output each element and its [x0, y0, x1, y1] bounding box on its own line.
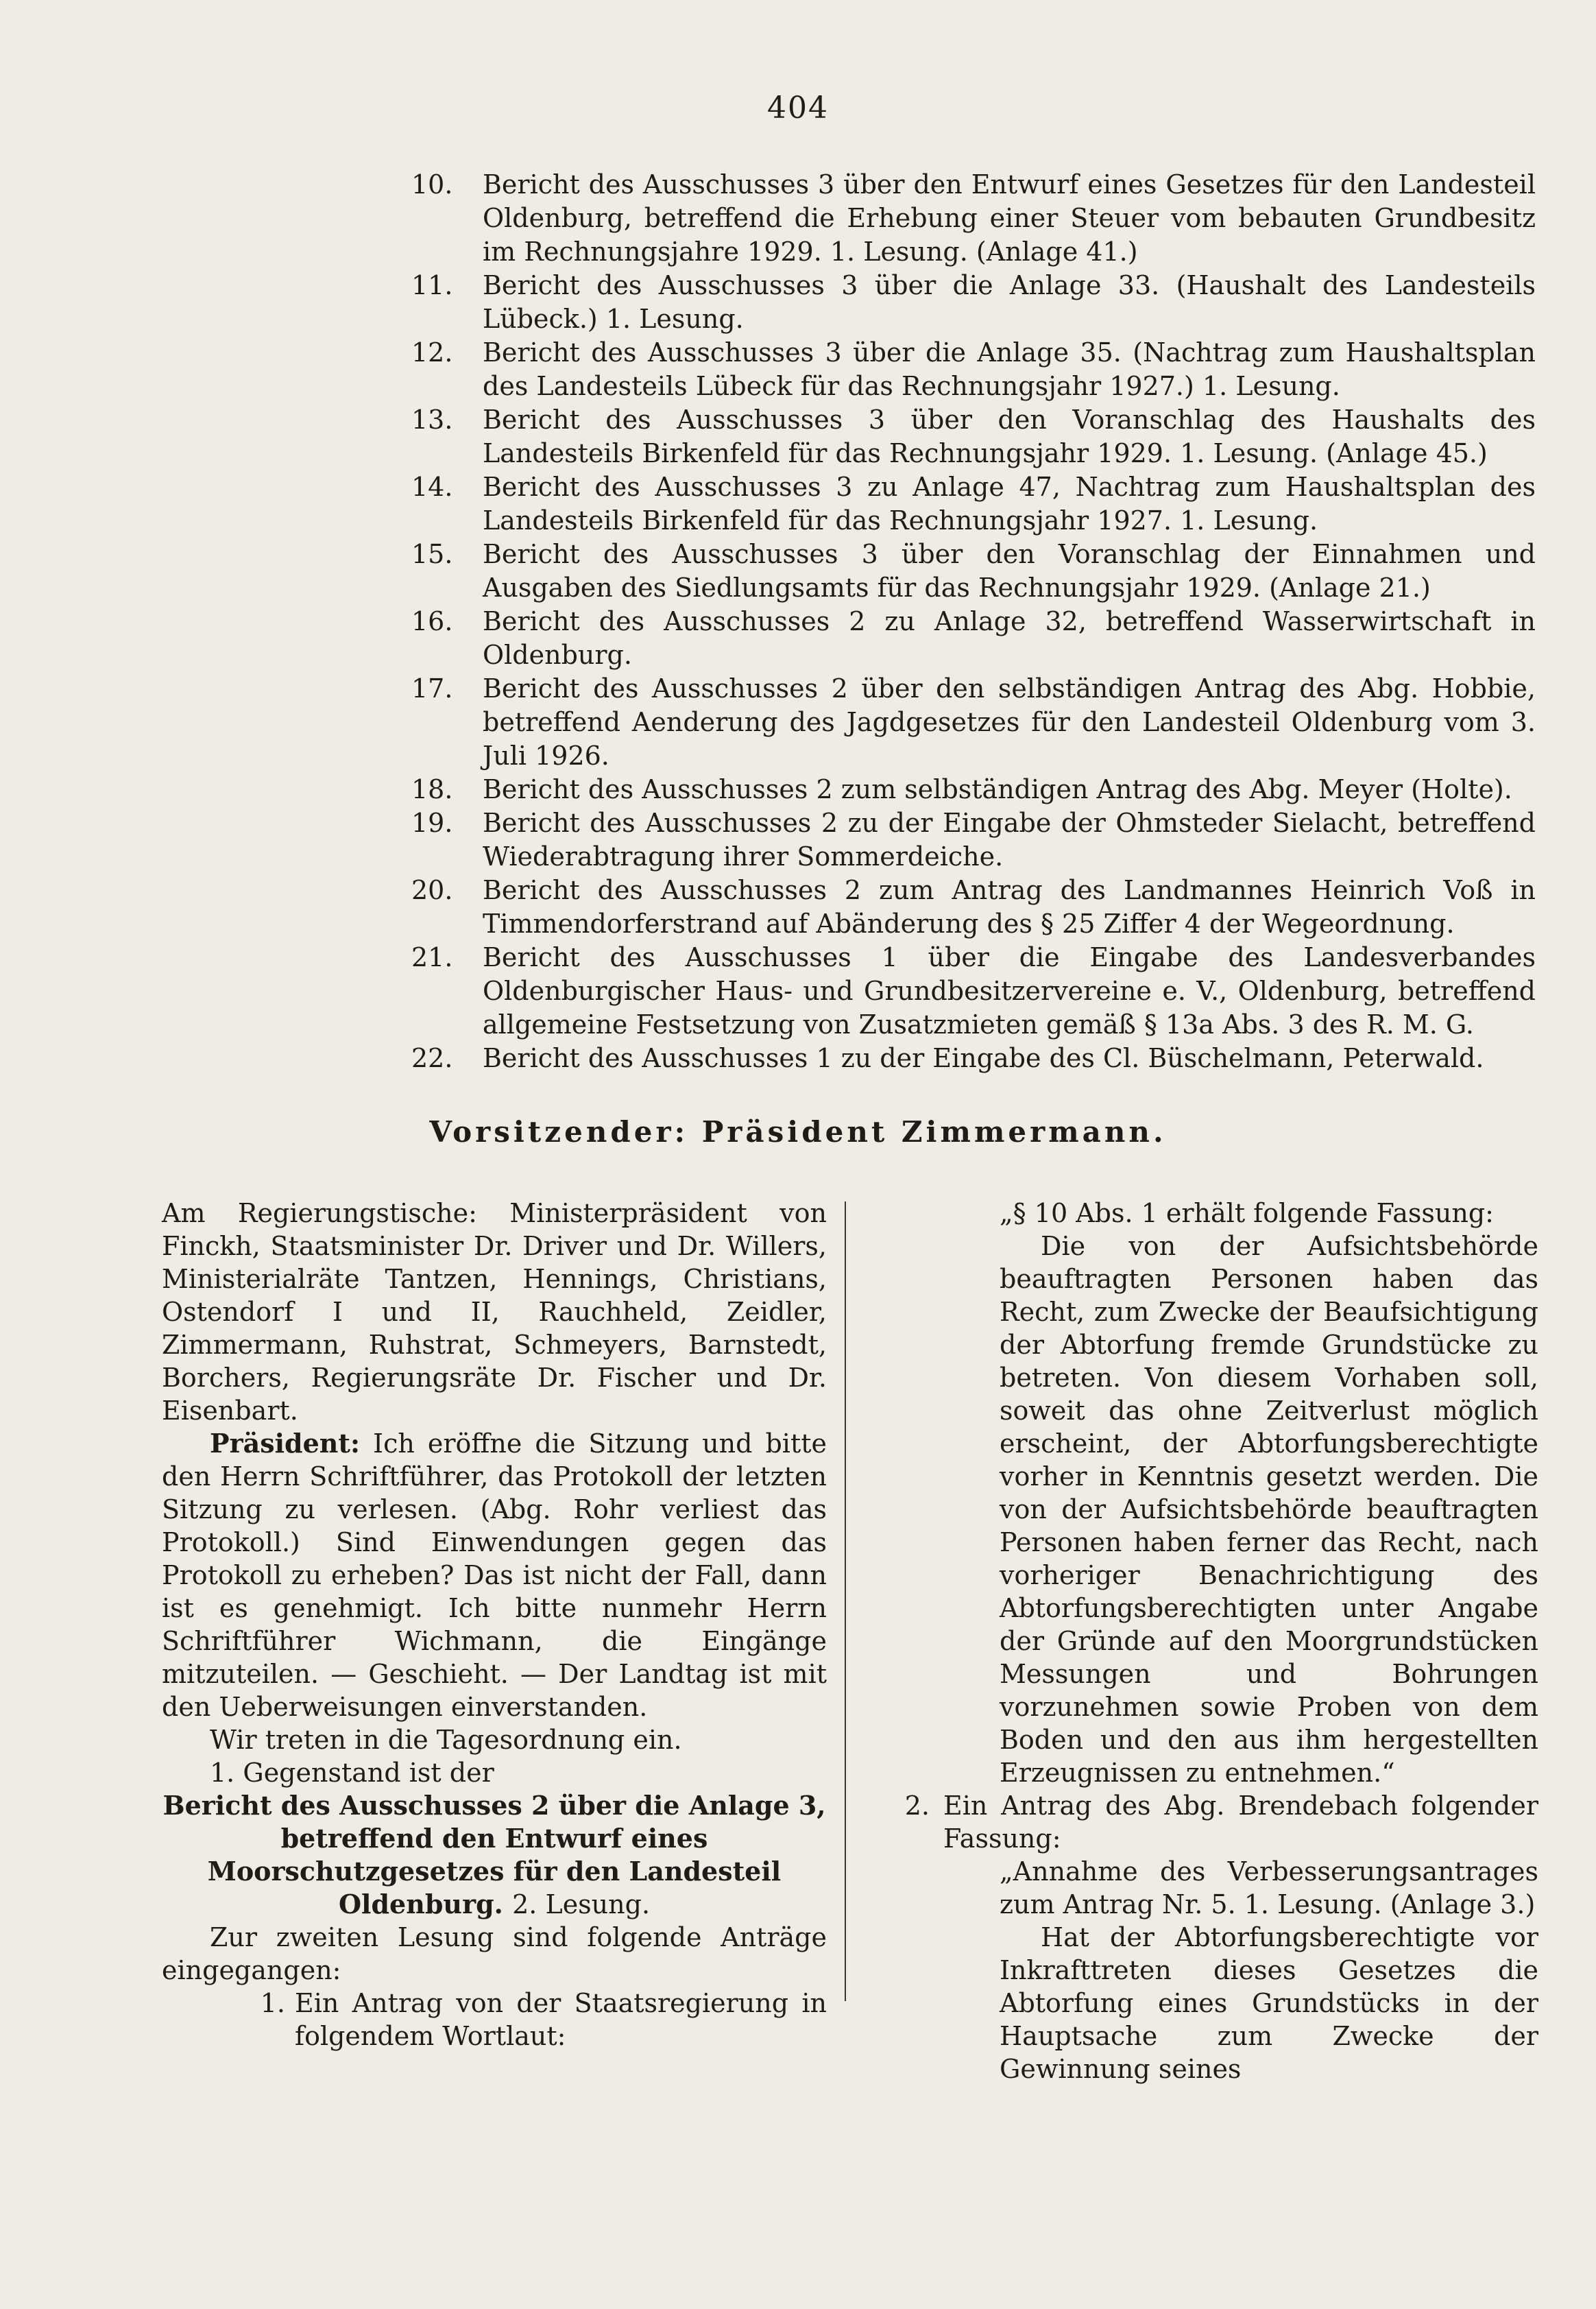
agenda-start-text: Wir treten in die Tagesordnung ein. — [210, 1725, 682, 1755]
report-title-text: Bericht des Ausschusses 2 über die Anlage 3, betreffend den Entwurf eines Moorschutzgesetzes für den Landesteil Oldenburg. — [162, 1790, 826, 1919]
agenda-item-number: 15. — [411, 539, 453, 569]
agenda-item-number: 20. — [411, 875, 453, 905]
agenda-item-text: Bericht des Ausschusses 2 zu der Eingabe der Ohmsteder Sielacht, betreffend Wiederabtragung ihrer Sommerdeiche. — [483, 808, 1536, 872]
agenda-item — [411, 269, 1536, 336]
agenda-item-text: Bericht des Ausschusses 3 über den Voranschlag der Einnahmen und Ausgaben des Siedlungsamts für das Rechnungsjahr 1929. (Anlage 21.) — [483, 539, 1536, 603]
agenda-item — [411, 538, 1536, 605]
right-column — [862, 1197, 1538, 2085]
subject-text: 1. Gegenstand ist der — [210, 1758, 494, 1788]
agenda-item — [411, 1042, 1536, 1075]
agenda-item-number: 18. — [411, 774, 453, 804]
agenda-item — [411, 470, 1536, 538]
agenda-item-text: Bericht des Ausschusses 3 über die Anlage 35. (Nachtrag zum Haushaltsplan des Landesteils Lübeck für das Rechnungsjahr 1927.) 1. Lesung. — [483, 337, 1536, 401]
column-divider — [845, 1201, 846, 2001]
page-number: 404 — [767, 91, 829, 125]
president-paragraph — [162, 1427, 827, 1723]
agenda-item — [411, 403, 1536, 470]
motion-text: Ein Antrag des Abg. Brendebach folgender Fassung: — [943, 1791, 1538, 1854]
agenda-item-number: 13. — [411, 405, 453, 435]
agenda-item-text: Bericht des Ausschusses 3 über die Anlage 33. (Haushalt des Landesteils Lübeck.) 1. Lesung. — [483, 270, 1536, 334]
agenda-item-number: 14. — [411, 472, 453, 502]
agenda-item-number: 11. — [411, 270, 453, 300]
motion-number: 1. — [260, 1988, 285, 2018]
report-reading: 2. Lesung. — [512, 1889, 651, 1919]
agenda-item-text: Bericht des Ausschusses 3 über den Entwurf eines Gesetzes für den Landesteil Oldenburg, betreffend die Erhebung einer Steuer vom bebauten Grundbesitz im Rechnungsjahre 1929. 1. Lesung. (Anlage 41.) — [483, 169, 1536, 267]
attendance-paragraph: Am Regierungstische: Ministerpräsident von Finckh, Staatsminister Dr. Driver und Dr. Willers, Ministerialräte Tantzen, Hennings, Christians, Ostendorf I und II, Rauchheld, Zeidler, Zimmermann, Ruhstrat, Schmeyers, Barnstedt, Borchers, Regierungsräte Dr. Fischer und Dr. Eisenbart. — [162, 1198, 827, 1426]
agenda-item-text: Bericht des Ausschusses 2 zu Anlage 32, betreffend Wasserwirtschaft in Oldenburg. — [483, 606, 1536, 670]
report-title — [162, 1789, 827, 1921]
agenda-item — [411, 672, 1536, 773]
agenda-item — [411, 941, 1536, 1042]
final-paragraph: Hat der Abtorfungsberechtigte vor Inkrafttreten dieses Gesetzes die Abtorfung eines Grundstücks in der Hauptsache zum Zwecke der Gewinnung seines — [1000, 1922, 1538, 2084]
motion-quote: „Annahme des Verbesserungsantrages zum Antrag Nr. 5. 1. Lesung. (Anlage 3.) — [1000, 1856, 1538, 1919]
agenda-item-text: Bericht des Ausschusses 3 zu Anlage 47, Nachtrag zum Haushaltsplan des Landesteils Birkenfeld für das Rechnungsjahr 1927. 1. Lesung. — [483, 472, 1536, 536]
paragraph-intro: „§ 10 Abs. 1 erhält folgende Fassung: — [1000, 1198, 1494, 1228]
chair-heading: Vorsitzender: Präsident Zimmermann. — [429, 1115, 1167, 1149]
motion-item — [162, 1987, 827, 2053]
agenda-item — [411, 605, 1536, 672]
agenda-item-number: 12. — [411, 337, 453, 368]
paragraph-text: Die von der Aufsichtsbehörde beauftragten Personen haben das Recht, zum Zwecke der Beaufsichtigung der Abtorfung fremde Grundstücke zu betreten. Von diesem Vorhaben soll, soweit das ohne Zeitverlust möglich erscheint, der Abtorfungsberechtigte vorher in Kenntnis gesetzt werden. Die von der Aufsichtsbehörde beauftragten Personen haben ferner das Recht, nach vorheriger Benachrichtigung des Abtorfungsberechtigten unter Angabe der Gründe auf den Moorgrundstücken Messungen und Bohrungen vorzunehmen sowie Proben von dem Boden und den aus ihm hergestellten Erzeugnissen zu entnehmen.“ — [1000, 1231, 1538, 1788]
agenda-item-number: 17. — [411, 673, 453, 704]
agenda-item-text: Bericht des Ausschusses 1 über die Eingabe des Landesverbandes Oldenburgischer Haus- und Grundbesitzervereine e. V., Oldenburg, betreffend allgemeine Festsetzung von Zusatzmieten gemäß § 13a Abs. 3 des R. M. G. — [483, 942, 1536, 1040]
agenda-item-number: 10. — [411, 169, 453, 200]
president-speech: Ich eröffne die Sitzung und bitte den Herrn Schriftführer, das Protokoll der letzten Sitzung zu verlesen. (Abg. Rohr verliest das Protokoll.) Sind Einwendungen gegen das Protokoll zu erheben? Das ist nicht der Fall, dann ist es genehmigt. Ich bitte nunmehr Herrn Schriftführer Wichmann, die Eingänge mitzuteilen. — Geschieht. — Der Landtag ist mit den Ueberweisungen einverstanden. — [162, 1428, 827, 1722]
agenda-item-text: Bericht des Ausschusses 2 zum selbständigen Antrag des Abg. Meyer (Holte). — [483, 774, 1512, 804]
left-column — [162, 1197, 827, 2053]
motion-number: 2. — [904, 1791, 930, 1821]
agenda-item-number: 19. — [411, 808, 453, 838]
agenda-list — [411, 168, 1536, 1075]
agenda-item — [411, 806, 1536, 874]
agenda-item-text: Bericht des Ausschusses 2 über den selbständigen Antrag des Abg. Hobbie, betreffend Aenderung des Jagdgesetzes für den Landesteil Oldenburg vom 3. Juli 1926. — [483, 673, 1536, 771]
speaker-label: Präsident: — [210, 1428, 361, 1459]
motions-intro: Zur zweiten Lesung sind folgende Anträge eingegangen: — [162, 1922, 827, 1985]
agenda-item-number: 16. — [411, 606, 453, 636]
motion-item — [862, 1789, 1538, 1855]
motion-text: Ein Antrag von der Staatsregierung in folgendem Wortlaut: — [295, 1988, 827, 2051]
agenda-item — [411, 168, 1536, 269]
agenda-item-text: Bericht des Ausschusses 3 über den Voranschlag des Haushalts des Landesteils Birkenfeld für das Rechnungsjahr 1929. 1. Lesung. (Anlage 45.) — [483, 405, 1536, 468]
agenda-item — [411, 773, 1536, 806]
agenda-item-number: 21. — [411, 942, 453, 972]
agenda-item-text: Bericht des Ausschusses 1 zu der Eingabe des Cl. Büschelmann, Peterwald. — [483, 1043, 1484, 1073]
agenda-item — [411, 874, 1536, 941]
agenda-item — [411, 336, 1536, 403]
agenda-item-text: Bericht des Ausschusses 2 zum Antrag des Landmannes Heinrich Voß in Timmendorferstrand auf Abänderung des § 25 Ziffer 4 der Wegeordnung. — [483, 875, 1536, 939]
agenda-item-number: 22. — [411, 1043, 453, 1073]
